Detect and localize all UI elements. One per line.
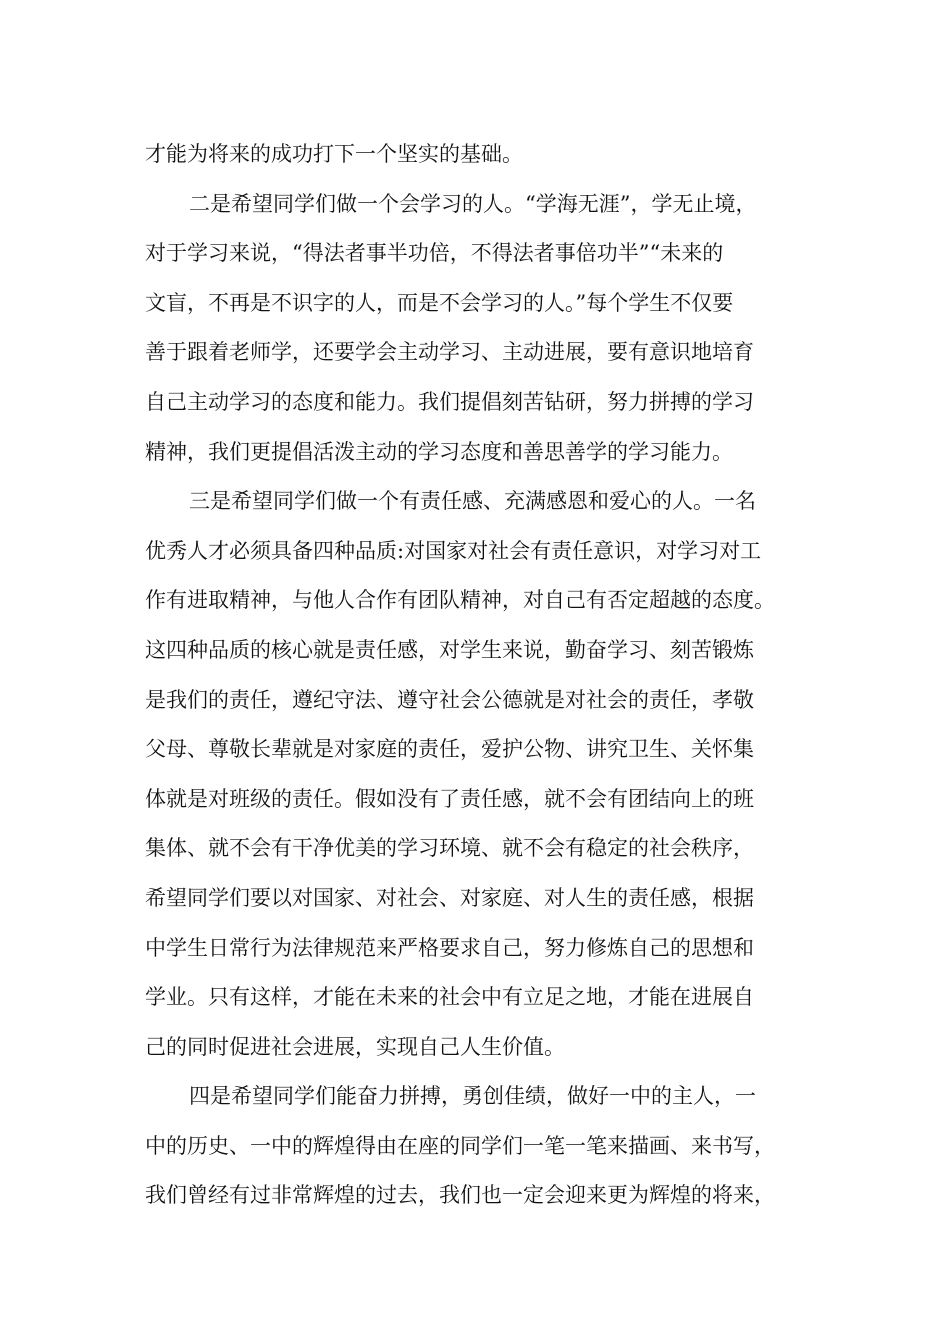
text-line: 我们曾经有过非常辉煌的过去，我们也一定会迎来更为辉煌的将来， (145, 1183, 775, 1208)
text-line: 优秀人才必须具备四种品质:对国家对社会有责任意识，对学习对工 (145, 538, 762, 563)
paragraph-start-line: 三是希望同学们做一个有责任感、充满感恩和爱心的人。一名 (189, 489, 756, 514)
text-line: 中学生日常行为法律规范来严格要求自己，努力修炼自己的思想和 (145, 935, 754, 960)
text-line: 这四种品质的核心就是责任感，对学生来说，勤奋学习、刻苦锻炼 (145, 637, 754, 662)
text-line: 学业。只有这样，才能在未来的社会中有立足之地，才能在进展自 (145, 985, 754, 1010)
text-line: 体就是对班级的责任。假如没有了责任感，就不会有团结向上的班 (145, 786, 754, 811)
text-line: 善于跟着老师学，还要学会主动学习、主动进展，要有意识地培育 (145, 340, 754, 365)
text-line: 精神，我们更提倡活泼主动的学习态度和善思善学的学习能力。 (145, 439, 733, 464)
text-line: 己的同时促进社会进展，实现自己人生价值。 (145, 1034, 565, 1059)
paragraph-start-line: 二是希望同学们做一个会学习的人。“学海无涯”，学无止境， (189, 191, 757, 216)
text-line: 希望同学们要以对国家、对社会、对家庭、对人生的责任感，根据 (145, 885, 754, 910)
text-line: 才能为将来的成功打下一个坚实的基础。 (145, 142, 523, 166)
text-line: 父母、尊敬长辈就是对家庭的责任，爱护公物、讲究卫生、关怀集 (145, 737, 754, 762)
text-line: 中的历史、一中的辉煌得由在座的同学们一笔一笔来描画、来书写， (145, 1133, 775, 1158)
text-line: 作有进取精神，与他人合作有团队精神，对自己有否定超越的态度。 (145, 588, 775, 613)
text-line: 集体、就不会有干净优美的学习环境、就不会有稳定的社会秩序， (145, 836, 754, 861)
document-body (145, 130, 825, 1221)
text-line: 自己主动学习的态度和能力。我们提倡刻苦钻研，努力拼搏的学习 (145, 389, 754, 414)
text-line: 文盲，不再是不识字的人，而是不会学习的人。”每个学生不仅要 (145, 290, 734, 315)
paragraph-start-line: 四是希望同学们能奋力拼搏，勇创佳绩，做好一中的主人，一 (189, 1084, 756, 1109)
text-line: 是我们的责任，遵纪守法、遵守社会公德就是对社会的责任，孝敬 (145, 687, 754, 712)
text-line: 对于学习来说，“得法者事半功倍，不得法者事倍功半”“未来的 (145, 241, 724, 266)
